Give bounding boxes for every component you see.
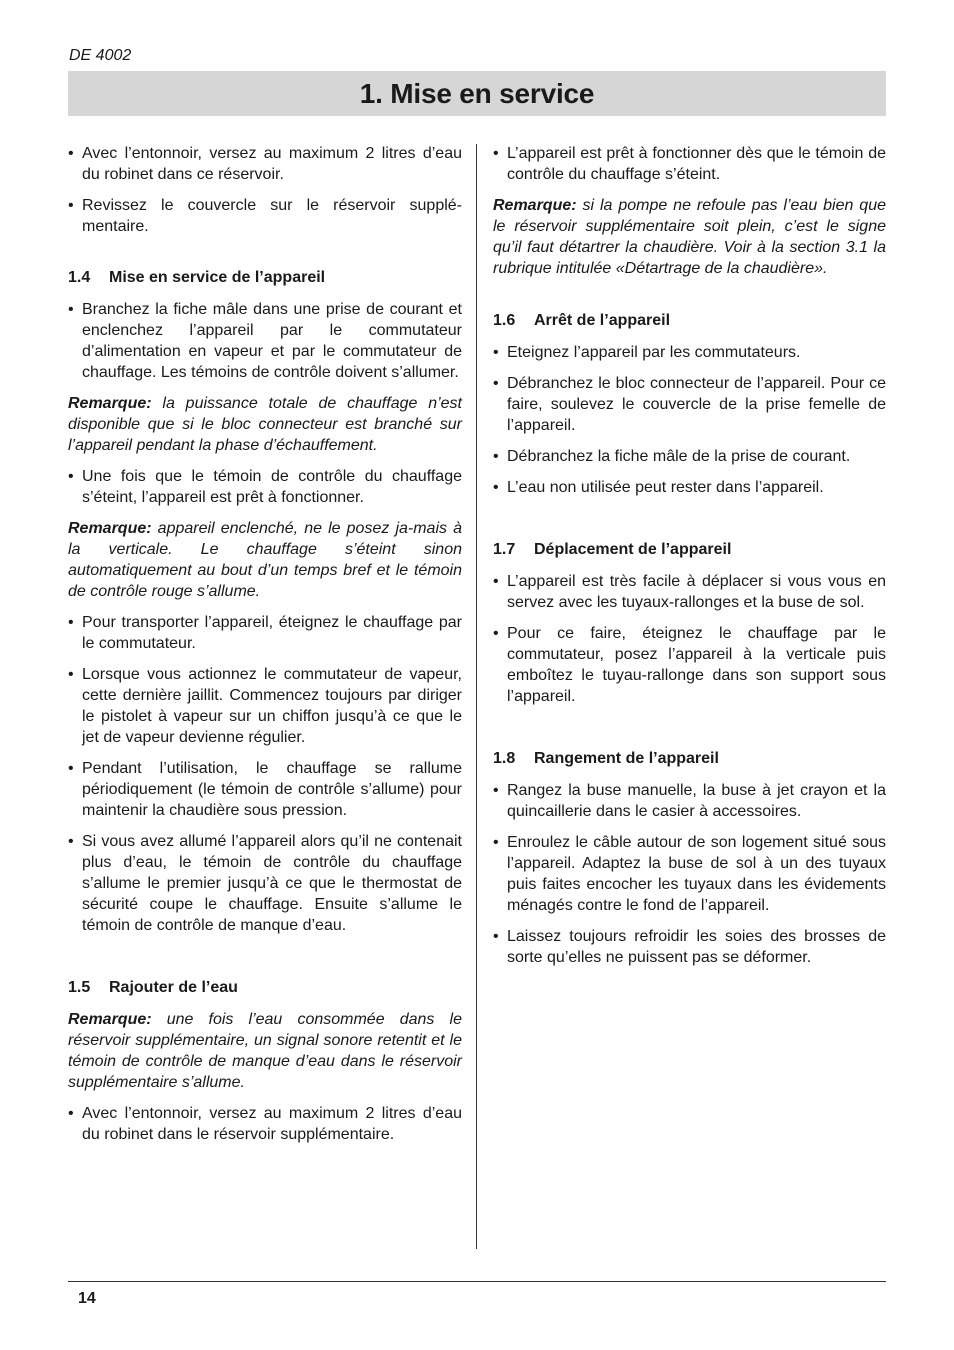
- list-item: • L’appareil est prêt à fonctionner dès que le témoin de contrôle du chauffage s’éteint.: [493, 143, 886, 185]
- section-number: 1.8: [493, 750, 516, 767]
- list-item: • Lorsque vous actionnez le commutateur de vapeur, cette dernière jaillit. Commencez toujours par diriger le pistolet à vapeur sur un chiffon jusqu’à ce que le jet de vapeur devienne régulier.: [68, 664, 462, 748]
- list-item: • Enroulez le câble autour de son logement situé sous l’appareil. Adaptez la buse de sol à un des tuyaux puis faites encocher les tuyaux dans les évidements ménagés contre le fond de l’appareil.: [493, 832, 886, 916]
- list-item: • Une fois que le témoin de contrôle du chauffage s’éteint, l’appareil est prêt à fonctionner.: [68, 466, 462, 508]
- section-number: 1.7: [493, 541, 516, 558]
- column-divider: [476, 144, 477, 1249]
- section-heading-1-7: [493, 539, 886, 560]
- section-heading-1-6: [493, 310, 886, 331]
- list-item: • Débranchez le bloc connecteur de l’appareil. Pour ce faire, soulevez le couvercle de la prise femelle de l’appareil.: [493, 373, 886, 436]
- list-item: • L’appareil est très facile à déplacer si vous vous en servez avec les tuyaux-rallonges et la buse de sol.: [493, 571, 886, 613]
- remark-label: Remarque:: [68, 1011, 152, 1028]
- list-item: • Revissez le couvercle sur le réservoir supplé-mentaire.: [68, 195, 462, 237]
- section-heading-1-4: [68, 267, 462, 288]
- model-label: DE 4002: [69, 47, 132, 64]
- remark-text: appareil enclenché, ne le posez ja-mais à la verticale. Le chauffage s’éteint sinon automatiquement au bout d’un temps bref et le témoin de contrôle rouge s’allume.: [68, 520, 462, 600]
- remark-text: si la pompe ne refoule pas l’eau bien que le réservoir supplémentaire soit plein, c’est le signe qu’il faut détartrer la chaudière. Voir à la section 3.1 la rubrique intitulée «Détartrage de la chaudière».: [493, 197, 886, 277]
- page-title: 1. Mise en service: [359, 77, 595, 109]
- remark-label: Remarque:: [68, 395, 152, 412]
- section-title: Déplacement de l’appareil: [534, 541, 732, 558]
- list-item: • L’eau non utilisée peut rester dans l’appareil.: [493, 477, 886, 498]
- section-number: 1.6: [493, 312, 516, 329]
- remark-text: la puissance totale de chauffage n’est disponible que si le bloc connecteur est branché sur l’appareil pendant la phase d’échauffement.: [68, 395, 462, 454]
- list-item: • Laissez toujours refroidir les soies des brosses de sorte qu’elles ne puissent pas se déformer.: [493, 926, 886, 968]
- left-column: [68, 143, 462, 1155]
- section-title: Arrêt de l’appareil: [534, 312, 671, 329]
- list-item: • Branchez la fiche mâle dans une prise de courant et enclenchez l’appareil par le commutateur d’alimentation en vapeur et par le commutateur de chauffage. Les témoins de contrôle doivent s’allumer.: [68, 299, 462, 383]
- remark: [493, 195, 886, 279]
- list-item: • Rangez la buse manuelle, la buse à jet crayon et la quincaillerie dans le casier à accessoires.: [493, 780, 886, 822]
- list-item: • Si vous avez allumé l’appareil alors qu’il ne contenait plus d’eau, le témoin de contrôle du chauffage s’allume le premier jusqu’à ce que le thermostat de sécurité coupe le chauffage. Ensuite s’allume le témoin de contrôle de manque d’eau.: [68, 831, 462, 936]
- list-item: • Pendant l’utilisation, le chauffage se rallume périodiquement (le témoin de contrôle s’allume) pour maintenir la chaudière sous pression.: [68, 758, 462, 821]
- section-number: 1.4: [68, 269, 91, 286]
- list-item: • Eteignez l’appareil par les commutateurs.: [493, 342, 886, 363]
- list-item: • Avec l’entonnoir, versez au maximum 2 litres d’eau du robinet dans ce réservoir.: [68, 143, 462, 185]
- title-bar: [68, 71, 886, 116]
- list-item: • Pour ce faire, éteignez le chauffage par le commutateur, posez l’appareil à la verticale puis emboîtez le tuyau-rallonge dans son support sous l’appareil.: [493, 623, 886, 707]
- footer-rule: [68, 1281, 886, 1282]
- list-item: • Débranchez la fiche mâle de la prise de courant.: [493, 446, 886, 467]
- right-column: [493, 143, 886, 978]
- remark: [68, 1009, 462, 1093]
- section-title: Rangement de l’appareil: [534, 750, 719, 767]
- remark-label: Remarque:: [493, 197, 577, 214]
- remark-label: Remarque:: [68, 520, 152, 537]
- list-item: • Avec l’entonnoir, versez au maximum 2 litres d’eau du robinet dans le réservoir supplémentaire.: [68, 1103, 462, 1145]
- section-title: Mise en service de l’appareil: [109, 269, 326, 286]
- remark-text: une fois l’eau consommée dans le réservoir supplémentaire, un signal sonore retentit et le témoin de contrôle de manque d’eau dans le réservoir supplémentaire s’allume.: [68, 1011, 462, 1091]
- list-item: • Pour transporter l’appareil, éteignez le chauffage par le commutateur.: [68, 612, 462, 654]
- remark: [68, 393, 462, 456]
- section-heading-1-8: [493, 748, 886, 769]
- section-number: 1.5: [68, 979, 91, 996]
- remark: [68, 518, 462, 602]
- page-number: 14: [78, 1290, 96, 1307]
- section-title: Rajouter de l’eau: [109, 979, 238, 996]
- section-heading-1-5: [68, 977, 462, 998]
